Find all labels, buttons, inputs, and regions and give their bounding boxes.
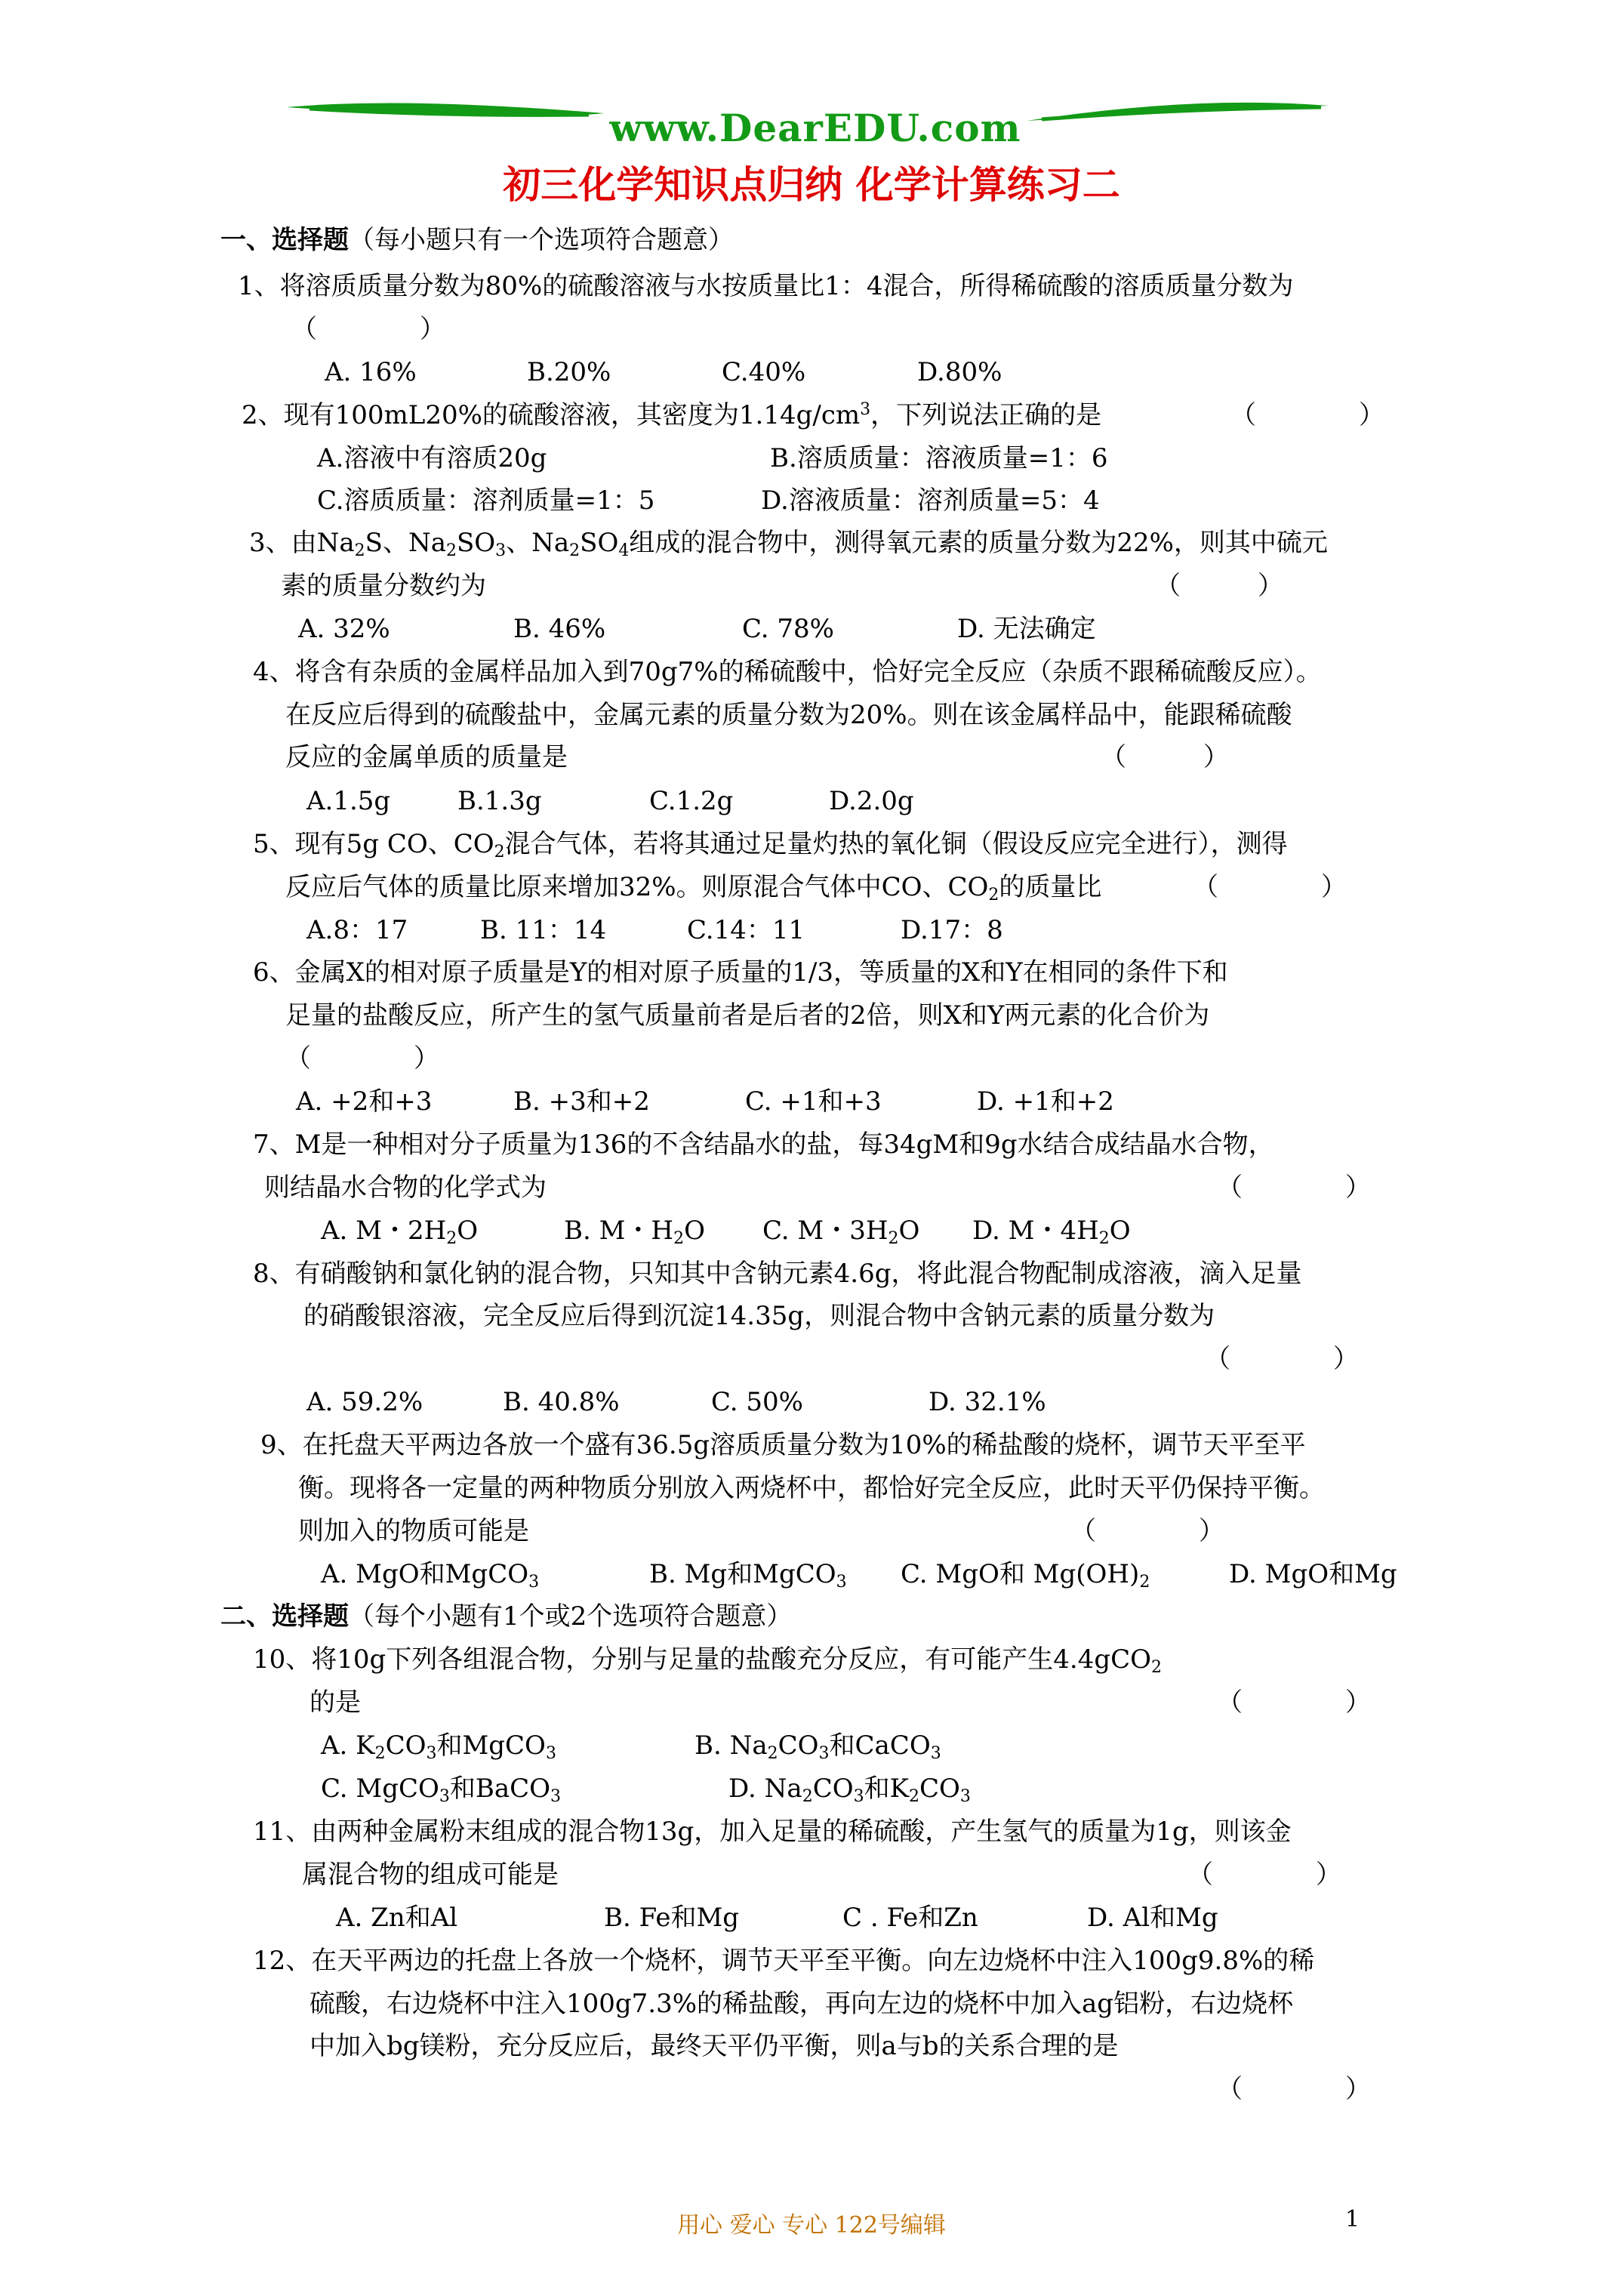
- q7-line-2: 则结晶水合物的化学式为: [264, 1173, 547, 1203]
- q8-paren: （ ）: [1205, 1344, 1359, 1374]
- q1-option-d: D.80%: [917, 357, 1002, 387]
- q1-line-1: 1、将溶质质量分数为80%的硫酸溶液与水按质量比1：4混合，所得稀硫酸的溶质质量分数为: [238, 271, 1294, 301]
- q8-option-d: D. 32.1%: [929, 1387, 1046, 1417]
- q5-paren: （ ）: [1193, 872, 1347, 902]
- q8-line-2: 的硝酸银溶液，完全反应后得到沉淀14.35g，则混合物中含钠元素的质量分数为: [303, 1301, 1215, 1331]
- q11-option-b: B. Fe和Mg: [604, 1903, 740, 1933]
- q9-option-c: C. MgO和 $Mg(OH)_2$: [901, 1559, 1150, 1592]
- q3-line-2: 素的质量分数约为: [281, 571, 486, 601]
- q2-option-a: A.溶液中有溶质20g: [317, 443, 547, 473]
- q2-option-d: D.溶液质量：溶剂质量=5：4: [761, 485, 1100, 516]
- q5-option-b: B. 11：14: [480, 915, 607, 945]
- q11-option-d: D. Al和Mg: [1087, 1903, 1218, 1933]
- section-2-heading: [220, 1601, 792, 1632]
- q5-line-1: 5、现有5g CO、$CO_2$混合气体，若将其通过足量灼热的氧化铜（假设反应完全进行），测得: [253, 829, 1288, 861]
- page-title: 初三化学知识点归纳 化学计算练习二: [503, 162, 1120, 207]
- q10-line-1: 10、将10g下列各组混合物，分别与足量的盐酸充分反应，有可能产生4.4gCO$_2$: [253, 1644, 1163, 1677]
- q3-line-1: 3、由$Na_2S$、$Na_2SO_3$、$Na_2SO_4$组成的混合物中，测得氧元素的质量分数为22%，则其中硫元: [249, 528, 1328, 560]
- section-1-title: 一、选择题: [220, 225, 349, 255]
- q12-line-2: 硫酸，右边烧杯中注入100g7.3%的稀盐酸，再向左边的烧杯中加入ag铝粉，右边烧杯: [310, 1989, 1294, 2019]
- q6-option-d: D. +1和+2: [977, 1086, 1114, 1117]
- q4-line-2: 在反应后得到的硫酸盐中，金属元素的质量分数为20%。则在该金属样品中，能跟稀硫酸: [285, 700, 1292, 730]
- q1-option-a: A. 16%: [325, 357, 417, 387]
- q7-option-a: A. M・$2H_2O$: [321, 1216, 479, 1248]
- q4-paren: （ ）: [1101, 742, 1229, 772]
- q5-option-c: C.14：11: [687, 915, 805, 945]
- q4-line-1: 4、将含有杂质的金属样品加入到70g7%的稀硫酸中，恰好完全反应（杂质不跟稀硫酸反应）。: [253, 657, 1322, 687]
- q2-paren: （ ）: [1230, 400, 1384, 430]
- q10-option-a: A. $K_2CO_3$和MgCO$_3$: [321, 1730, 556, 1763]
- q9-option-d: D. MgO和Mg: [1229, 1559, 1397, 1589]
- q6-option-a: A. +2和+3: [296, 1086, 433, 1117]
- q4-line-3: 反应的金属单质的质量是: [285, 742, 568, 772]
- q6-line-1: 6、金属X的相对原子质量是Y的相对原子质量的1/3，等质量的X和Y在相同的条件下和: [253, 957, 1228, 988]
- q5-option-d: D.17：8: [901, 915, 1003, 945]
- q7-option-b: B. M・$H_2O$: [564, 1216, 705, 1248]
- q4-option-d: D.2.0g: [829, 786, 914, 816]
- q3-paren: （ ）: [1155, 571, 1283, 601]
- q2-option-b: B.溶质质量：溶液质量=1：6: [770, 443, 1108, 473]
- q3-option-d: D. 无法确定: [957, 614, 1096, 644]
- q6-option-c: C. +1和+3: [745, 1086, 882, 1117]
- q9-option-b: B. Mg和MgCO$_3$: [649, 1559, 847, 1592]
- q6-line-2: 足量的盐酸反应，所产生的氢气质量前者是后者的2倍，则X和Y两元素的化合价为: [285, 1000, 1210, 1031]
- q7-line-1: 7、M是一种相对分子质量为136的不含结晶水的盐，每34gM和9g水结合成结晶水合物，: [253, 1130, 1274, 1160]
- q9-line-1: 9、在托盘天平两边各放一个盛有36.5g溶质质量分数为10%的稀盐酸的烧杯，调节天平至平: [260, 1430, 1306, 1460]
- q12-paren: （ ）: [1217, 2074, 1371, 2104]
- q8-option-b: B. 40.8%: [503, 1387, 620, 1417]
- q11-paren: （ ）: [1187, 1860, 1341, 1890]
- q9-option-a: A. MgO和MgCO$_3$: [321, 1559, 540, 1592]
- q2-option-c: C.溶质质量：溶剂质量=1：5: [317, 485, 655, 516]
- site-banner: [287, 91, 1344, 159]
- q9-line-2: 衡。现将各一定量的两种物质分别放入两烧杯中，都恰好完全反应，此时天平仍保持平衡。: [298, 1473, 1325, 1503]
- q9-paren: （ ）: [1070, 1516, 1224, 1546]
- q10-line-2: 的是: [310, 1687, 361, 1718]
- q11-line-1: 11、由两种金属粉末组成的混合物13g，加入足量的稀硫酸，产生氢气的质量为1g，则该金: [253, 1817, 1292, 1847]
- q12-line-3: 中加入bg镁粉，充分反应后，最终天平仍平衡，则a与b的关系合理的是: [310, 2031, 1119, 2061]
- q4-option-a: A.1.5g: [306, 786, 391, 816]
- section-2-title: 二、选择题: [220, 1601, 349, 1632]
- section-1-note: （每小题只有一个选项符合题意）: [349, 225, 734, 255]
- q4-option-b: B.1.3g: [457, 786, 542, 816]
- q6-option-b: B. +3和+2: [513, 1086, 650, 1117]
- q12-line-1: 12、在天平两边的托盘上各放一个烧杯，调节天平至平衡。向左边烧杯中注入100g9.8%的稀: [253, 1946, 1315, 1976]
- site-url[interactable]: www.DearEDU.com: [609, 106, 1021, 150]
- q8-option-a: A. 59.2%: [306, 1387, 423, 1417]
- q11-line-2: 属混合物的组成可能是: [302, 1860, 559, 1890]
- q7-paren: （ ）: [1217, 1173, 1371, 1203]
- q10-paren: （ ）: [1217, 1687, 1371, 1718]
- q1-option-b: B.20%: [527, 357, 611, 387]
- q1-option-c: C.40%: [722, 357, 806, 387]
- q3-option-a: A. 32%: [298, 614, 390, 644]
- q7-option-c: C. M・$3H_2O$: [762, 1216, 920, 1248]
- q3-option-c: C. 78%: [742, 614, 834, 644]
- q11-option-c: C . Fe和Zn: [842, 1903, 978, 1933]
- page-number: 1: [1345, 2206, 1360, 2233]
- q7-option-d: D. M・$4H_2O$: [972, 1216, 1131, 1248]
- q5-line-2: 反应后气体的质量比原来增加32%。则原混合气体中CO、$CO_2$的质量比: [285, 872, 1102, 905]
- q11-option-a: A. Zn和Al: [336, 1903, 458, 1933]
- q9-line-3: 则加入的物质可能是: [298, 1516, 529, 1546]
- q10-option-b: B. $Na_2CO_3$和CaCO$_3$: [694, 1730, 941, 1763]
- q8-option-c: C. 50%: [711, 1387, 803, 1417]
- section-2-note: （每个小题有1个或2个选项符合题意）: [349, 1601, 793, 1632]
- q3-option-b: B. 46%: [513, 614, 606, 644]
- q2-line-1: 2、现有100mL20%的硫酸溶液，其密度为$1.14g/cm^3$，下列说法正确的是: [242, 400, 1102, 430]
- q10-option-d: D. $Na_2CO_3$和$K_2CO_3$: [728, 1774, 971, 1806]
- q1-paren: （ ）: [291, 314, 445, 344]
- q10-option-c: C. MgCO$_3$和BaCO$_3$: [321, 1774, 562, 1806]
- q5-option-a: A.8：17: [306, 915, 408, 945]
- footer-note: 用心 爱心 专心 122号编辑: [677, 2212, 946, 2239]
- q6-paren: （ ）: [285, 1043, 439, 1074]
- q4-option-c: C.1.2g: [649, 786, 734, 816]
- section-1-heading: [220, 225, 734, 255]
- q8-line-1: 8、有硝酸钠和氯化钠的混合物，只知其中含钠元素4.6g，将此混合物配制成溶液，滴入足量: [253, 1259, 1302, 1289]
